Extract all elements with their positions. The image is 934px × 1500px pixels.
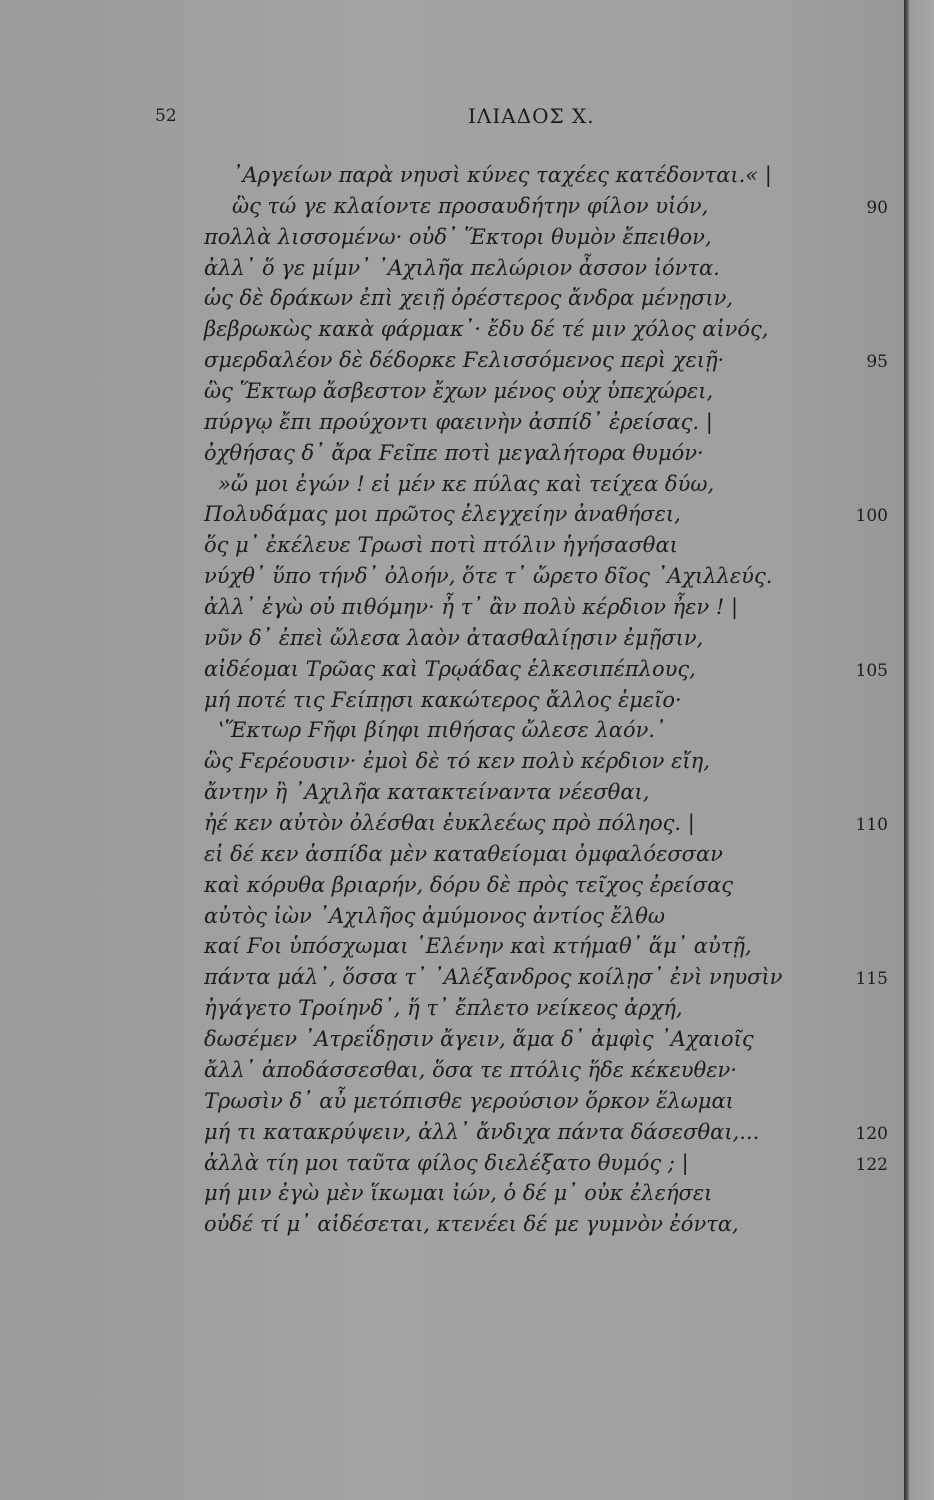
verse-text: καὶ κόρυθα βριαρήν, δόρυ δὲ πρὸς τεῖχος ἐρείσας — [204, 872, 734, 897]
line-number: 122 — [855, 1154, 888, 1175]
verse-text: ἀλλ᾿ ὅ γε μίμν᾿ ᾿Αχιλῆα πελώριον ἆσσον ἰόντα. — [204, 255, 720, 280]
verse-line — [0, 715, 904, 746]
verse-line — [0, 191, 904, 222]
running-title: ΙΛΙΑΔΟΣ Χ. — [468, 104, 595, 128]
verse-text: μή ποτέ τις Ϝείπῃσι κακώτερος ἄλλος ἐμεῖο· — [204, 687, 682, 712]
verse-text: ἠέ κεν αὐτὸν ὀλέσθαι ἐυκλεέως πρὸ πόληος. | — [204, 811, 695, 836]
verse-line — [0, 746, 904, 777]
verse-line — [0, 1024, 904, 1055]
verse-line — [0, 253, 904, 284]
verse-text: Πολυδάμας μοι πρῶτος ἐλεγχείην ἀναθήσει, — [204, 502, 681, 527]
verse-line — [0, 870, 904, 901]
verse-line — [0, 1086, 904, 1117]
verse-text: καί Ϝοι ὑπόσχωμαι ῾Ελένην καὶ κτήμαθ᾿ ἅμ᾿ αὐτῇ, — [204, 934, 752, 959]
verse-line — [0, 931, 904, 962]
verse-line — [0, 160, 904, 191]
verse-text: ὅς μ᾿ ἐκέλευε Τρωσὶ ποτὶ πτόλιν ἡγήσασθαι — [204, 533, 678, 558]
page-number: 52 — [155, 106, 177, 126]
verse-text: ἄντην ἢ ᾿Αχιλῆα κατακτείναντα νέεσθαι, — [204, 780, 650, 805]
line-number: 95 — [866, 352, 888, 373]
verse-text: νῦν δ᾿ ἐπεὶ ὤλεσα λαὸν ἀτασθαλίῃσιν ἐμῇσιν, — [204, 625, 704, 650]
verse-line — [0, 1055, 904, 1086]
verse-text: ‛Ἕκτωρ Ϝῆφι βίηφι πιθήσας ὤλεσε λαόν.᾿ — [218, 718, 666, 743]
verse-line — [0, 530, 904, 561]
verse-text: μή μιν ἐγὼ μὲν ἵκωμαι ἰών, ὁ δέ μ᾿ οὐκ ἐλεήσει — [204, 1181, 713, 1206]
verse-text: δωσέμεν ᾿Ατρεΐδῃσιν ἄγειν, ἅμα δ᾿ ἀμφὶς ᾿Αχαιοῖς — [204, 1027, 754, 1052]
verse-text: αἰδέομαι Τρῶας καὶ Τρῳάδας ἑλκεσιπέπλους, — [204, 656, 696, 681]
verse-text: ἄλλ᾿ ἀποδάσσεσθαι, ὅσα τε πτόλις ἥδε κέκευθεν· — [204, 1057, 737, 1082]
verse-text: ὀχθήσας δ᾿ ἄρα Ϝεῖπε ποτὶ μεγαλήτορα θυμόν· — [204, 440, 704, 465]
verse-text: βεβρωκὼς κακὰ φάρμακ᾿· ἔδυ δέ τέ μιν χόλος αἰνός, — [204, 317, 769, 342]
verse-line — [0, 561, 904, 592]
verse-text: ἀλλὰ τίη μοι ταῦτα φίλος διελέξατο θυμός ; | — [204, 1150, 689, 1175]
verse-block — [0, 160, 904, 1240]
line-number: 100 — [855, 506, 888, 527]
verse-line — [0, 407, 904, 438]
verse-text: ἠγάγετο Τροίηνδ᾿, ἥ τ᾿ ἔπλετο νείκεος ἀρχή, — [204, 996, 683, 1021]
line-number: 115 — [855, 969, 888, 990]
verse-text: »ὤ μοι ἐγών ! εἰ μέν κε πύλας καὶ τείχεα δύω, — [218, 471, 715, 496]
verse-line — [0, 685, 904, 716]
verse-line — [0, 222, 904, 253]
verse-line — [0, 777, 904, 808]
verse-line — [0, 499, 904, 530]
verse-text: ὣς Ϝερέουσιν· ἐμοὶ δὲ τό κεν πολὺ κέρδιον εἴη, — [204, 749, 710, 774]
verse-line — [0, 1148, 904, 1179]
verse-line — [0, 993, 904, 1024]
verse-line — [0, 1117, 904, 1148]
verse-text: ὡς δὲ δράκων ἐπὶ χειῇ ὀρέστερος ἄνδρα μένῃσιν, — [204, 286, 734, 311]
verse-line — [0, 901, 904, 932]
verse-line — [0, 283, 904, 314]
verse-line — [0, 654, 904, 685]
verse-line — [0, 839, 904, 870]
line-number: 105 — [855, 660, 888, 681]
verse-line — [0, 376, 904, 407]
verse-text: εἰ δέ κεν ἀσπίδα μὲν καταθείομαι ὀμφαλόεσσαν — [204, 841, 723, 866]
verse-text: μή τι κατακρύψειν, ἀλλ᾿ ἄνδιχα πάντα δάσεσθαι,... — [204, 1119, 760, 1144]
line-number: 90 — [866, 197, 888, 218]
verse-line — [0, 623, 904, 654]
line-number: 110 — [855, 815, 888, 836]
verse-line — [0, 1209, 904, 1240]
verse-text: αὐτὸς ἰὼν ᾿Αχιλῆος ἀμύμονος ἀντίος ἔλθω — [204, 903, 665, 928]
verse-text: ᾿Αργείων παρὰ νηυσὶ κύνες ταχέες κατέδονται.« | — [232, 163, 772, 187]
verse-text: ὣς Ἕκτωρ ἄσβεστον ἔχων μένος οὐχ ὑπεχώρει, — [204, 379, 714, 404]
verse-text: σμερδαλέον δὲ δέδορκε Ϝελισσόμενος περὶ χειῇ· — [204, 348, 725, 373]
verse-text: ἀλλ᾿ ἐγὼ οὐ πιθόμην· ἦ τ᾿ ἂν πολὺ κέρδιον ἦεν ! | — [204, 595, 739, 620]
verse-text: πολλὰ λισσομένω· οὐδ᾿ Ἕκτορι θυμὸν ἔπειθον, — [204, 224, 712, 249]
verse-line — [0, 592, 904, 623]
verse-line — [0, 469, 904, 500]
book-gutter — [904, 0, 934, 1500]
line-number: 120 — [855, 1123, 888, 1144]
verse-text: πάντα μάλ᾿, ὅσσα τ᾿ ᾿Αλέξανδρος κοίλῃσ᾿ ἐνὶ νηυσὶν — [204, 965, 783, 990]
verse-text: ὣς τώ γε κλαίοντε προσαυδήτην φίλον υἱόν, — [232, 193, 709, 218]
verse-line — [0, 438, 904, 469]
verse-line — [0, 962, 904, 993]
verse-text: Τρωσὶν δ᾿ αὖ μετόπισθε γερούσιον ὅρκον ἕλωμαι — [204, 1088, 734, 1113]
verse-line — [0, 808, 904, 839]
verse-line — [0, 314, 904, 345]
verse-line — [0, 345, 904, 376]
verse-text: νύχθ᾿ ὕπο τήνδ᾿ ὀλοήν, ὅτε τ᾿ ὤρετο δῖος ᾿Αχιλλεύς. — [204, 564, 773, 589]
verse-text: οὐδέ τί μ᾿ αἰδέσεται, κτενέει δέ με γυμνὸν ἐόντα, — [204, 1212, 739, 1237]
verse-text: πύργῳ ἔπι προύχοντι φαεινὴν ἀσπίδ᾿ ἐρείσας. | — [204, 409, 713, 434]
verse-line — [0, 1178, 904, 1209]
